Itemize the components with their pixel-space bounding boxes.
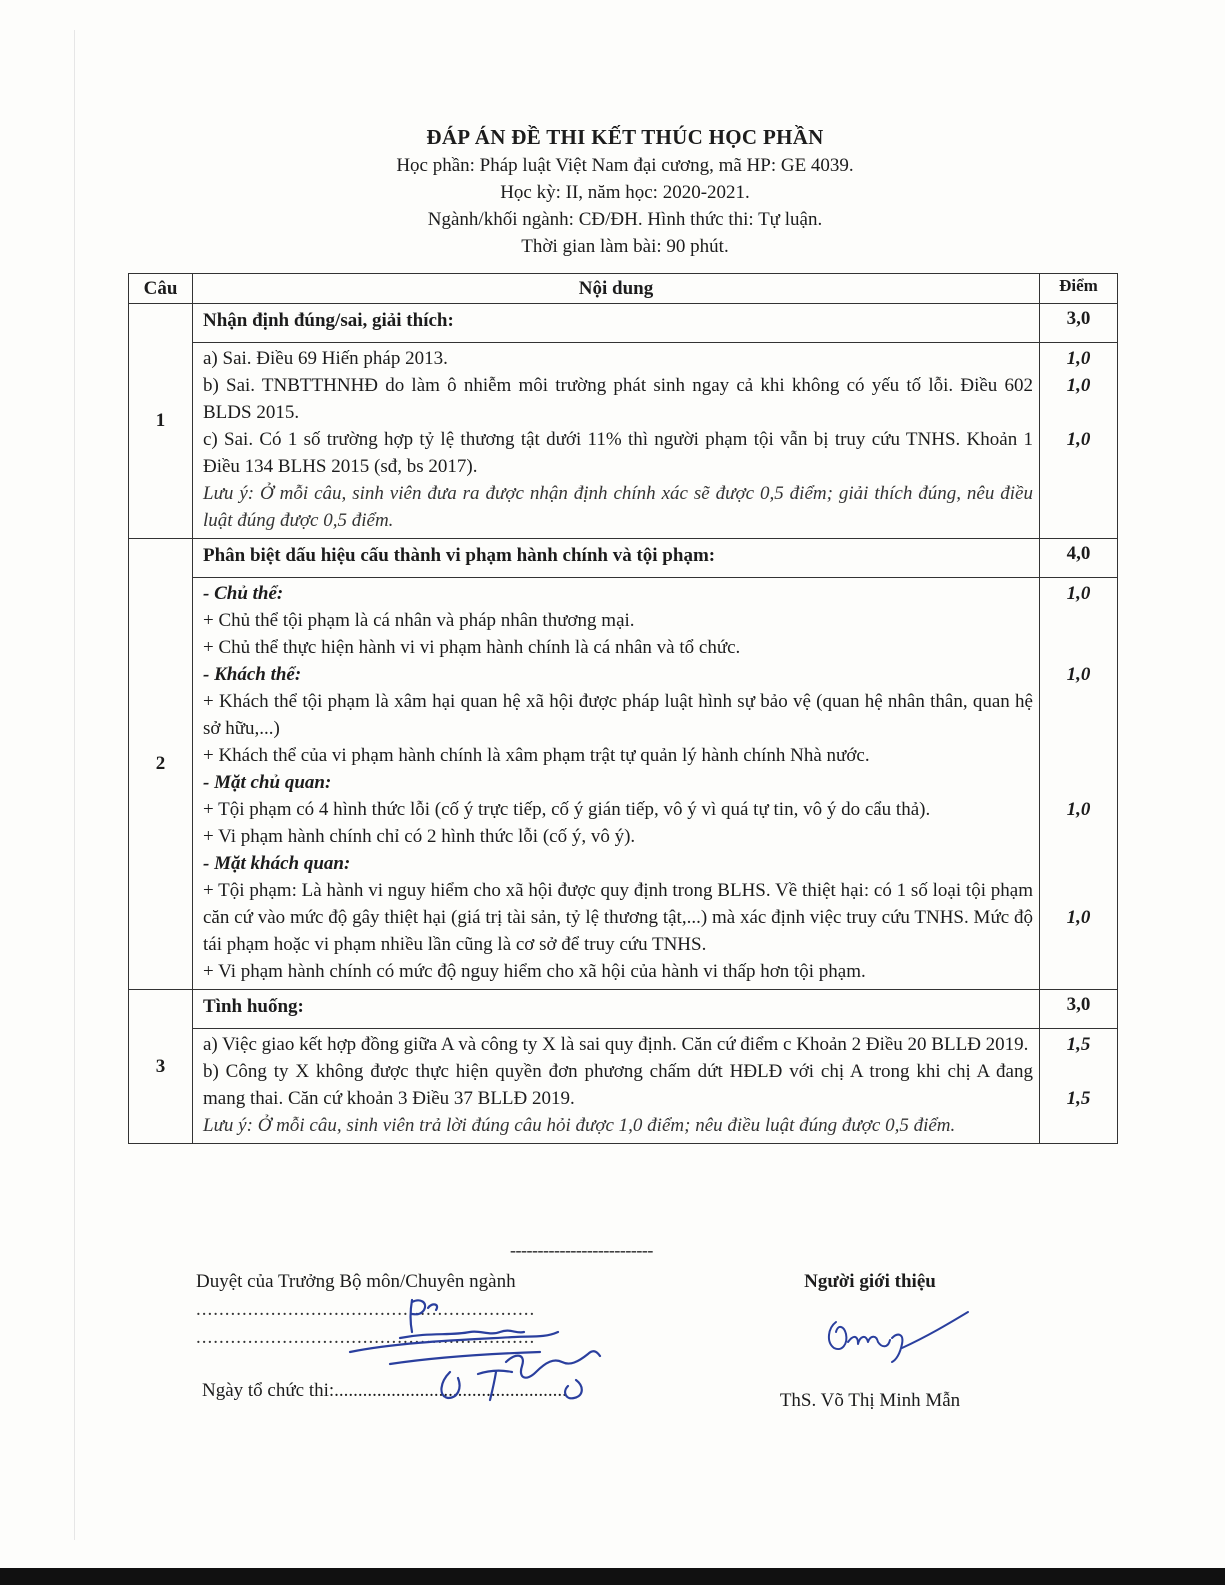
section-title: Nhận định đúng/sai, giải thích: [193,304,1040,343]
question-number: 3 [129,990,193,1144]
document-header [0,122,1225,260]
col-header-diem: Điểm [1040,274,1118,304]
question-number: 2 [129,539,193,990]
section-title: Tình huống: [193,990,1040,1029]
answer-line: + Tội phạm: Là hành vi nguy hiểm cho xã hội được quy định trong BLHS. Về thiệt hại: có 1 số loại tội phạm căn cứ vào mức độ gây thiệt hại (giá trị tài sản, tỷ lệ thương tật,...) mà xác định việc truy cứu TNHS. Mức độ tái phạm hoặc vi phạm nhiều lần cũng là cơ sở để truy cứu TNHS. [203,880,1033,955]
duration-info: Thời gian làm bài: 90 phút. [521,236,729,257]
presenter-name: ThS. Võ Thị Minh Mẫn [779,1390,961,1411]
answer-line: b) Sai. TNBTTHNHĐ do làm ô nhiễm môi trường phát sinh ngay cả khi không có yếu tố lỗi. Điều 602 BLDS 2015. [203,375,1033,423]
exam-date-label: Ngày tổ chức thi:................................................. [202,1380,567,1401]
section-title: Phân biệt dấu hiệu cấu thành vi phạm hành chính và tội phạm: [193,539,1040,578]
question-number: 1 [129,304,193,539]
presenter-block [740,1268,1000,1411]
presenter-signature [818,1308,978,1368]
subheading-chu-the: - Chủ thể: [203,583,284,604]
answer-line: + Vi phạm hành chính có mức độ nguy hiểm cho xã hội của hành vi thấp hơn tội phạm. [203,961,866,982]
table-row [129,304,1118,343]
section-score: 3,0 [1040,304,1118,343]
subheading-mat-chu-quan: - Mặt chủ quan: [203,772,332,793]
answer-line: c) Sai. Có 1 số trường hợp tỷ lệ thương tật dưới 11% thì người phạm tội vẫn bị truy cứu TNHS. Khoản 1 Điều 134 BLHS 2015 (sđ, bs 2017). [203,429,1033,477]
presenter-role: Người giới thiệu [804,1271,936,1292]
col-header-noidung: Nội dung [193,274,1040,304]
approval-label: Duyệt của Trưởng Bộ môn/Chuyên ngành [196,1271,516,1292]
item-score: 1,0 [1066,799,1091,820]
approver-signature [340,1292,620,1412]
answer-line: + Vi phạm hành chính chỉ có 2 hình thức lỗi (cố ý, vô ý). [203,826,636,847]
answer-table [128,273,1118,1144]
answer-content [193,578,1040,990]
answer-content [193,1029,1040,1144]
answer-line: + Khách thể của vi phạm hành chính là xâm phạm trật tự quản lý hành chính Nhà nước. [203,745,870,766]
answer-content [193,343,1040,539]
answer-line: + Tội phạm có 4 hình thức lỗi (cố ý trực tiếp, cố ý gián tiếp, vô ý vì quá tự tin, vô ý do cẩu thả). [203,799,931,820]
table-row [129,990,1118,1029]
scan-bottom-border [0,1568,1225,1585]
answer-line: + Khách thể tội phạm là xâm hại quan hệ xã hội được pháp luật hình sự bảo vệ (quan hệ nhân thân, quan hệ sở hữu,...) [203,691,1033,739]
item-score: 1,0 [1066,348,1091,369]
answer-line: + Chủ thể tội phạm là cá nhân và pháp nhân thương mại. [203,610,635,631]
item-score: 1,0 [1066,375,1091,396]
divider-line: -------------------------- [510,1240,653,1260]
item-score: 1,5 [1066,1088,1091,1109]
table-row [129,578,1118,990]
dotted-line: ........................................................... [196,1299,536,1320]
item-score: 1,0 [1066,664,1091,685]
item-scores [1040,343,1118,539]
item-score: 1,5 [1066,1034,1091,1055]
answer-line: a) Sai. Điều 69 Hiến pháp 2013. [203,348,448,369]
table-row [129,1029,1118,1144]
table-row [129,343,1118,539]
subheading-mat-khach-quan: - Mặt khách quan: [203,853,351,874]
grading-note: Lưu ý: Ở mỗi câu, sinh viên trả lời đúng câu hỏi được 1,0 điểm; nêu điều luật đúng được 0,5 điểm. [203,1115,956,1136]
item-score: 1,0 [1066,907,1091,928]
item-score: 1,0 [1066,583,1091,604]
item-scores [1040,578,1118,990]
col-header-cau: Câu [129,274,193,304]
section-score: 3,0 [1040,990,1118,1029]
answer-line: + Chủ thể thực hiện hành vi vi phạm hành chính là cá nhân và tổ chức. [203,637,741,658]
course-info: Học phần: Pháp luật Việt Nam đại cương, mã HP: GE 4039. [396,155,854,176]
subheading-khach-the: - Khách thể: [203,664,302,685]
grading-note: Lưu ý: Ở mỗi câu, sinh viên đưa ra được nhận định chính xác sẽ được 0,5 điểm; giải thích đúng, nêu điều luật đúng được 0,5 điểm. [203,483,1033,531]
item-scores [1040,1029,1118,1144]
section-score: 4,0 [1040,539,1118,578]
dotted-line: ........................................................... [196,1327,536,1348]
semester-info: Học kỳ: II, năm học: 2020-2021. [500,182,750,203]
item-score: 1,0 [1066,429,1091,450]
document-title: ĐÁP ÁN ĐỀ THI KẾT THÚC HỌC PHẦN [426,125,824,149]
answer-line: a) Việc giao kết hợp đồng giữa A và công ty X là sai quy định. Căn cứ điểm c Khoản 2 Điều 20 BLLĐ 2019. [203,1034,1029,1055]
table-header-row [129,274,1118,304]
table-row [129,539,1118,578]
answer-line: b) Công ty X không được thực hiện quyền đơn phương chấm dứt HĐLĐ với chị A trong khi chị A đang mang thai. Căn cứ khoản 3 Điều 37 BLLĐ 2019. [203,1061,1033,1109]
major-info: Ngành/khối ngành: CĐ/ĐH. Hình thức thi: Tự luận. [427,209,823,230]
